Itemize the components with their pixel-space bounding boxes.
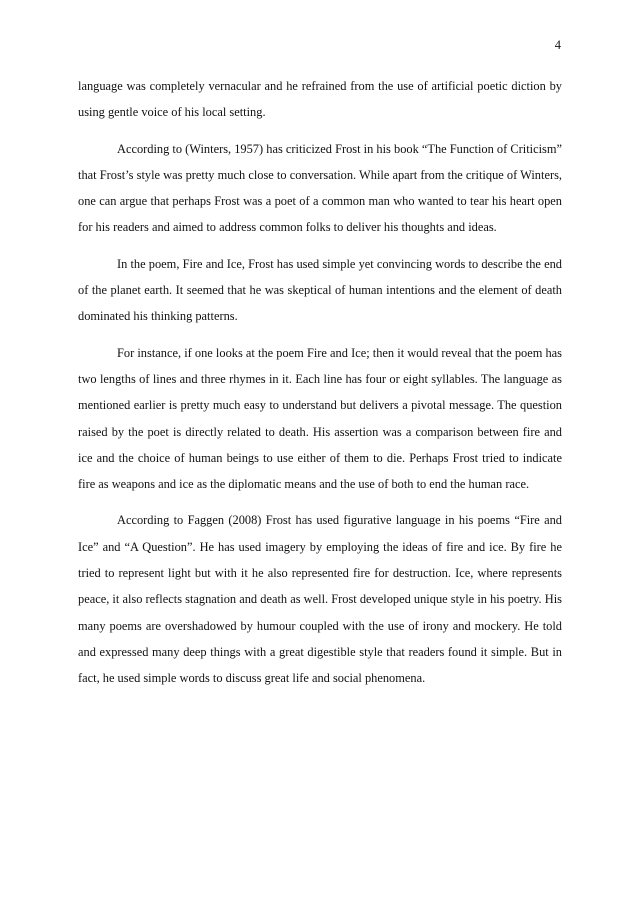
paragraph-4: For instance, if one looks at the poem Fire and Ice; then it would reveal that the poem has two lengths of lines and three rhymes in it. Each line has four or eight syllables. The language as mentioned earlier is pretty much easy to understand but delivers a pivotal message. The question raised by the poet is directly related to death. His assertion was a comparison between fire and ice and the choice of human beings to use either of them to die. Perhaps Frost tried to indicate fire as weapons and ice as the diplomatic means and the use of both to end the human race. <box>78 345 562 492</box>
document-body <box>78 73 562 692</box>
paragraph-1: language was completely vernacular and he refrained from the use of artificial poetic diction by using gentle voice of his local setting. <box>78 79 562 120</box>
paragraph-3: In the poem, Fire and Ice, Frost has used simple yet convincing words to describe the end of the planet earth. It seemed that he was skeptical of human intentions and the element of death dominated his thinking patterns. <box>78 256 562 324</box>
page-number: 4 <box>554 38 561 52</box>
paragraph-5: According to Faggen (2008) Frost has used figurative language in his poems “Fire and Ice” and “A Question”. He has used imagery by employing the ideas of fire and ice. By fire he tried to represent light but with it he also represented fire for destruction. Ice, where represents peace, it also reflects stagnation and death as well. Frost developed unique style in his poetry. His many poems are overshadowed by humour coupled with the use of irony and mockery. He told and expressed many deep things with a great digestible style that readers found it simple. But in fact, he used simple words to discuss great life and social phenomena. <box>78 513 562 686</box>
paragraph-2: According to (Winters, 1957) has criticized Frost in his book “The Function of Criticism” that Frost’s style was pretty much close to conversation. While apart from the critique of Winters, one can argue that perhaps Frost was a poet of a common man who wanted to tear his heart open for his readers and aimed to address common folks to deliver his thoughts and ideas. <box>78 141 562 235</box>
